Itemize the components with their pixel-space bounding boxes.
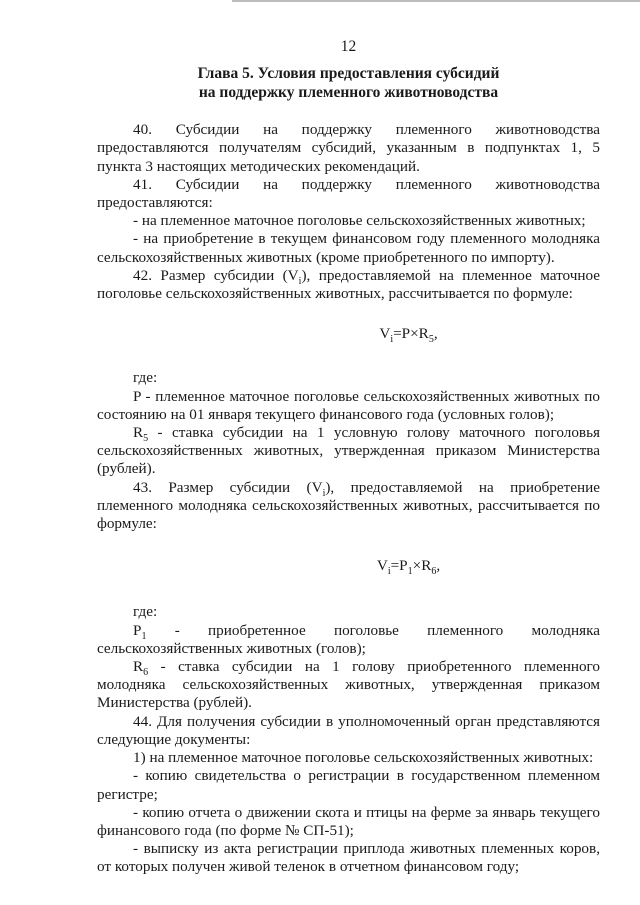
def-p1-text: - приобретенное поголовье племенного молодняка сельскохозяйственных животных (голов); <box>97 621 600 657</box>
formula-2-v: V <box>376 557 388 575</box>
def-p1-sub: 1 <box>141 630 147 642</box>
formula-2 <box>97 557 600 578</box>
formula-1-tail: , <box>433 325 438 343</box>
formula-1-v: V <box>379 325 391 343</box>
where-label-1: где: <box>133 369 158 387</box>
paragraph-41-item-2: - на приобретение в текущем финансовом году племенного молодняка сельскохозяйственных животных (кроме приобретенного по импорту). <box>97 230 600 266</box>
paragraph-41-item-1: - на племенное маточное поголовье сельскохозяйственных животных; <box>133 212 586 230</box>
paragraph-42 <box>97 267 600 303</box>
formula-2-r: ×R <box>412 557 432 575</box>
def-p1-symbol: P <box>133 621 142 639</box>
paragraph-40: 40. Субсидии на поддержку племенного животноводства предоставляются получателям субсидий, указанным в подпунктах 1, 5 пункта 3 настоящих методических рекомендаций. <box>97 121 600 175</box>
formula-2-tail: , <box>436 557 441 575</box>
def-r5-symbol: R <box>133 424 144 442</box>
paragraph-44-item-1-a: - копию свидетельства о регистрации в государственном племенном регистре; <box>97 767 600 803</box>
paragraph-41: 41. Субсидии на поддержку племенного животноводства предоставляются: <box>97 175 600 212</box>
definition-r5 <box>97 424 600 479</box>
p43-text-b: ), предоставляемой на приобретение племенного молодняка сельскохозяйственных животных, рассчитывается по формуле: <box>97 478 600 533</box>
p42-text-a: 42. Размер субсидии (V <box>133 266 299 284</box>
p43-subscript: i <box>322 487 326 499</box>
formula-2-v-sub: i <box>387 566 391 578</box>
p42-text-b: ), предоставляемой на племенное маточное поголовье сельскохозяйственных животных, рассчитывается по формуле: <box>97 266 600 303</box>
formula-1-mid: =P×R <box>393 325 429 343</box>
formula-1 <box>97 325 600 346</box>
definition-p1 <box>97 622 600 658</box>
definition-p: P - племенное маточное поголовье сельскохозяйственных животных по состоянию на 01 января текущего финансового года (условных голов); <box>97 387 600 423</box>
def-r6-symbol: R <box>133 658 144 676</box>
paragraph-44: 44. Для получения субсидии в уполномоченный орган представляются следующие документы: <box>97 712 600 748</box>
formula-2-p-sub: 1 <box>407 566 413 578</box>
chapter-title-line-1: Глава 5. Условия предоставления субсидий <box>197 65 500 83</box>
formula-1-v-sub: i <box>390 334 394 346</box>
def-r5-sub: 5 <box>143 433 149 445</box>
p42-subscript: i <box>298 275 302 287</box>
chapter-title-line-2: на поддержку племенного животноводства <box>198 83 499 101</box>
chapter-title <box>97 65 600 102</box>
formula-1-r-sub: 5 <box>428 334 434 346</box>
top-scan-edge <box>232 0 640 2</box>
def-r6-sub: 6 <box>143 667 149 679</box>
definition-r6 <box>97 658 600 713</box>
formula-2-r-sub: 6 <box>431 566 437 578</box>
paragraph-44-item-1-c: - выписку из акта регистрации приплода животных племенных коров, от которых получен живой теленок в отчетном финансовом году; <box>97 840 600 876</box>
where-label-2: где: <box>133 603 158 621</box>
def-r5-text: - ставка субсидии на 1 условную голову маточного поголовья сельскохозяйственных животных, утвержденная приказом Министерства (рублей). <box>97 424 600 478</box>
p43-text-a: 43. Размер субсидии (V <box>133 478 323 496</box>
page-number: 12 <box>340 38 357 55</box>
paragraph-43 <box>97 479 600 534</box>
document-page <box>97 38 600 877</box>
paragraph-44-item-1: 1) на племенное маточное поголовье сельскохозяйственных животных: <box>133 749 594 767</box>
formula-2-p: =P <box>390 557 408 575</box>
def-r6-text: - ставка субсидии на 1 голову приобретенного племенного молодняка сельскохозяйственных животных, утвержденная приказом Министерства (рублей). <box>97 658 600 712</box>
paragraph-44-item-1-b: - копию отчета о движении скота и птицы на ферме за январь текущего финансового года (по форме № СП-51); <box>97 803 600 839</box>
